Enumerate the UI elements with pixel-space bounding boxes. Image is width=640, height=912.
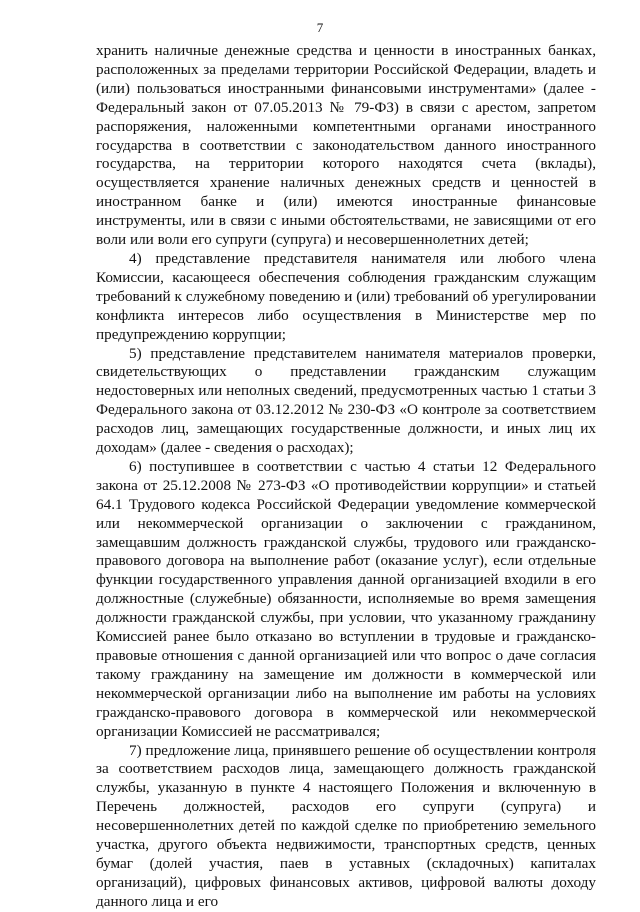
paragraph-continuation: хранить наличные денежные средства и ценности в иностранных банках, расположенных за пределами территории Российской Федерации, владеть и (или) пользоваться иностранными финансовыми инструментами» (далее - Федеральный закон от 07.05.2013 № 79-ФЗ) в связи с арестом, запретом распоряжения, наложенными компетентными органами иностранного государства в соответствии с законодательством данного иностранного государства, на территории которого находятся счета (вклады), осуществляется хранение наличных денежных средств и ценностей в иностранном банке и (или) имеются иностранные финансовые инструменты, или в связи с иными обстоятельствами, не зависящими от его воли или воли его супруги (супруга) и несовершеннолетних детей; <box>96 42 596 249</box>
document-body <box>96 42 596 912</box>
paragraph-item-4: 4) представление представителя нанимателя или любого члена Комиссии, касающееся обеспечения соблюдения гражданским служащим требований к служебному поведению и (или) требований об урегулировании конфликта интересов либо осуществления в Министерстве мер по предупреждению коррупции; <box>96 249 596 343</box>
page-number: 7 <box>316 20 324 35</box>
paragraph-item-5: 5) представление представителем нанимателя материалов проверки, свидетельствующих о представлении гражданским служащим недостоверных или неполных сведений, предусмотренных частью 1 статьи 3 Федерального закона от 03.12.2012 № 230-ФЗ «О контроле за соответствием расходов лиц, замещающих государственные должности, и иных лиц их доходам» (далее - сведения о расходах); <box>96 344 596 457</box>
paragraph-item-6: 6) поступившее в соответствии с частью 4 статьи 12 Федерального закона от 25.12.2008 № 273-ФЗ «О противодействии коррупции» и статьей 64.1 Трудового кодекса Российской Федерации уведомление коммерческой или некоммерческой организации о заключении с гражданином, замещавшим должность гражданской службы, трудового или гражданско-правового договора на выполнение работ (оказание услуг), если отдельные функции государственного управления данной организацией входили в его должностные (служебные) обязанности, исполняемые во время замещения должности гражданской службы, при условии, что указанному гражданину Комиссией ранее было отказано во вступлении в трудовые и гражданско-правовые отношения с данной организацией или что вопрос о даче согласия такому гражданину на замещение им должности в коммерческой или некоммерческой организации либо на выполнение им работы на условиях гражданско-правового договора в коммерческой или некоммерческой организации Комиссией не рассматривался; <box>96 457 596 740</box>
paragraph-item-7: 7) предложение лица, принявшего решение об осуществлении контроля за соответствием расходов лица, замещающего должность гражданской службы, указанную в пункте 4 настоящего Положения и включенную в Перечень должностей, расходов его супруги (супруга) и несовершеннолетних детей по каждой сделке по приобретению земельного участка, другого объекта недвижимости, транспортных средств, ценных бумаг (долей участия, паев в уставных (складочных) капиталах организаций), цифровых финансовых активов, цифровой валюты доходу данного лица и его <box>96 741 596 910</box>
